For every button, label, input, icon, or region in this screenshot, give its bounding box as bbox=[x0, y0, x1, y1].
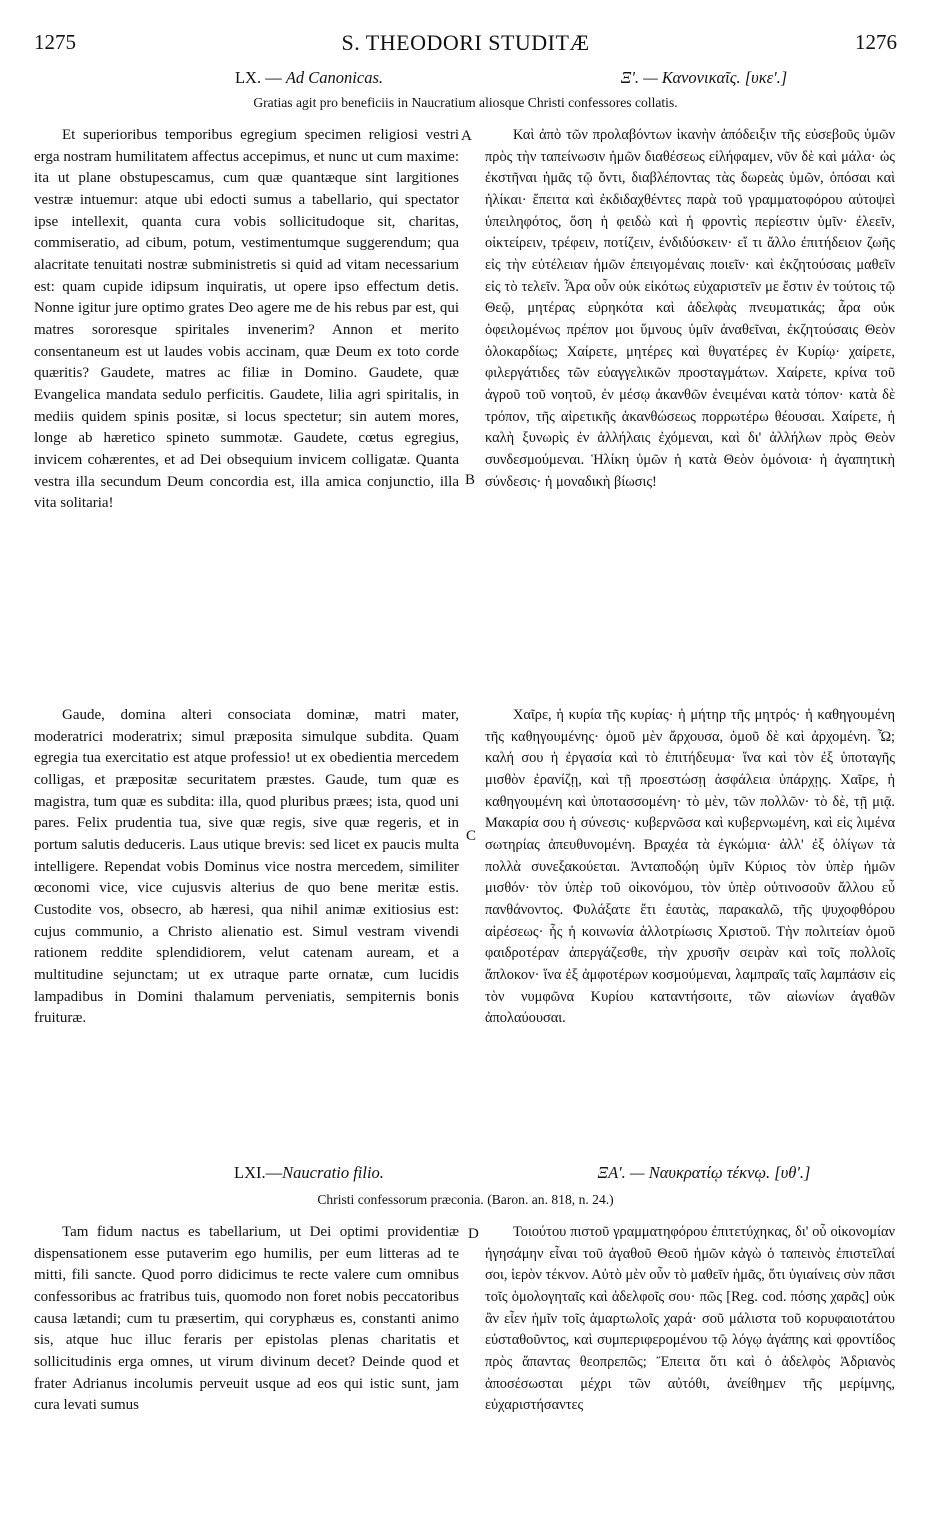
margin-letter-b: B bbox=[465, 472, 476, 488]
letter-61-latin-title: Naucratio filio. bbox=[282, 1163, 384, 1182]
letter-60-greek-paragraph-1: Καὶ ἀπὸ τῶν προλαβόντων ἱκανὴν ἀπόδειξιν τῆς εὐσεβοῦς ὑμῶν πρὸς τὴν ταπείνωσιν ἡμῶν διαθέσεως εἰλήφαμεν, νῦν δὲ καὶ μάλα· ὡς ἐκστῆναι ἡμᾶς τῷ ὄντι, διαβλέποντας τὰς δωρεὰς ὑμῶν, ὁπόσαι καὶ ἡλίκαι· ἔπειτα καὶ ἐκδιδαχθέντες παρὰ τοῦ γραμματοφόρου αὐτοψεὶ ὑπειληφότος, ὅση ἡ φειδὼ καὶ ἡ φροντὶς περίεστιν ὑμῖν· ἐλεεῖν, οἰκτείρειν, τρέφειν, ποτίζειν, ἐνδιδύσκειν· εἴ τι ἄλλο ἐπιτήδειον ζωῆς εἰς τὴν εὐτέλειαν ἡμῶν ἐπειγομέναις ποιεῖν· καὶ ἐκζητούσαις μαθεῖν εἰς τὸ τελεῖν. Ἆρα οὖν οὐκ εἰκότως εὐχαριστεῖν με ἔστιν ἐν τούτοις τῷ Θεῷ, μητέρας εὑρηκότα καὶ ἀδελφὰς πνευματικάς; ἆρα οὐκ ὀφειλομένως πρέπον μοι ὕμνους ὑμῖν ἀναθεῖναι, ἐκζητούσαις Θεὸν ὁλοκαρδίως; Χαίρετε, μητέρες καὶ θυγατέρες ἐν Κυρίῳ· χαίρετε, φιλεργάτιδες τῶν εὐαγγελικῶν προσταγμάτων. Χαίρετε, κρίνα τοῦ ἀγροῦ τοῦ νοητοῦ, ἐν μέσῳ ἀκανθῶν ἐνειμέναι κατὰ τόπον· κατὰ δὲ τρόπον, τῆς αἱρετικῆς ἀκανθώσεως πορρωτέρω θέουσαι. Χαίρετε, ἡ καλὴ ξυνωρὶς ἐν ἀλλήλαις ἐχόμεναι, καὶ δι' ἀλλήλων πρὸς Θεὸν συνδεσμούμεναι. Ἡλίκη ὑμῶν ἡ κατὰ Θεὸν ὁμόνοια· ἡ ἀγαπητικὴ σύνδεσις· ἡ μοναδικὴ βίωσις! bbox=[485, 127, 895, 490]
right-page-number: 1276 bbox=[855, 30, 897, 54]
letter-60-summary: Gratias agit pro beneficiis in Naucratium aliosque Christi confessores collatis. bbox=[253, 95, 678, 110]
letter-61-summary: Christi confessorum præconia. (Baron. an. 818, n. 24.) bbox=[317, 1192, 614, 1207]
letter-60-greek-paragraph-2: Χαῖρε, ἡ κυρία τῆς κυρίας· ἡ μήτηρ τῆς μητρός· ἡ καθηγουμένη τῆς καθηγουμένης· ὁμοῦ μὲν ἄρχουσα, ὁμοῦ δὲ καὶ ἀρχομένη. Ὦ; καλή σου ἡ ἐργασία καὶ τὸ ἐπιτήδευμα· ἵνα καὶ τὸν ἐξ ὑποταγῆς μισθὸν ἐρανίζῃ, καὶ τῇ προεστώσῃ ἀσφάλεια ὑπάρχῃς. Χαῖρε, ἡ καθηγουμένη καὶ ὑποτασσομένη· τὸ μὲν, τῶν πολλῶν· τὸ δὲ, τῇ μιᾷ. Μακαρία σου ἡ σύνεσις· κυβερνῶσα καὶ κυβερνωμένη, καὶ εἰς λιμένα σωτηρίας ἀπευθυνομένη. Βραχέα τὰ ἐγκώμια· ἀλλ' ἐξ ὀλίγων τὰ πολλὰ συνεξακούεται. Ἀνταποδῴη ὑμῖν Κύριος τὸν ὑπὲρ ἡμῶν μισθόν· τὸν ὑπὲρ τοῦ οἰκονόμου, τὸν ὑπὲρ οὑτινοσοῦν ἄλλου εὖ πανθάνοντος. Φυλάξατε ἔτι ἑαυτὰς, παρακαλῶ, τῆς ψυχοφθόρου αἱρέσεως· ἧς ἡ κοινωνία ἀλλοτρίωσις Χριστοῦ. Τὴν πολιτείαν ὁμοῦ φαιδροτέραν ἀπεργάζεσθε, τὴν χρυσῆν σειρὰν καὶ τοῖς πολλοῖς ἄπλοκον· ἵνα ἐξ ἀμφοτέρων κοσμούμεναι, λαμπραῖς ταῖς λαμπάσιν εἰς τὸν νυμφῶνα Κυρίου καταντήσοιτε, τῶν αἰωνίων ἀγαθῶν ἀπολαύουσαι. bbox=[485, 707, 895, 1027]
letter-60-greek-column-2 bbox=[485, 705, 895, 1030]
left-page-number: 1275 bbox=[34, 30, 76, 54]
letter-60-latin-number: LX. — bbox=[234, 68, 282, 87]
letter-60-greek-heading: Ξ'. — Κανονικαῖς. [υκε'.] bbox=[620, 68, 788, 87]
letter-61-latin-number: LXI.— bbox=[234, 1163, 283, 1182]
letter-61-greek-column bbox=[485, 1222, 895, 1417]
margin-letter-c: C bbox=[466, 828, 477, 844]
running-head bbox=[34, 30, 897, 60]
margin-letter-a: A bbox=[461, 128, 472, 144]
letter-61-greek-paragraph-1: Τοιούτου πιστοῦ γραμματηφόρου ἐπιτετύχηκας, δι' οὗ οἰκονομίαν ἡγησάμην εἶναι τοῦ ἀγαθοῦ Θεοῦ ἡμῶν κἀγὼ ὁ ταπεινὸς ἐπιστεῖλαί σοι, ἱερὸν τέκνον. Αὐτὸ μὲν οὖν τὸ μαθεῖν ἡμᾶς, ὅτι ὑγιαίνεις σὺν πᾶσι τοῖς ὁμολογηταῖς καὶ ἀδελφοῖς σου· πῶς [Reg. cod. πόσης χαρᾶς] οὐκ ἂν εἶεν ἡμῖν τοῖς ἁμαρτωλοῖς χαρά· σοῦ μάλιστα τοῦ κορυφαιοτάτου εὐσταθοῦντος, καὶ συμπεριφερομένου τῷ λόγῳ ἀγάπης καὶ φροντίδος πρὸς ἅπαντας θεοπρεπῶς; Ἔπειτα ὅτι καὶ ὁ ἀδελφὸς Ἀδριανὸς ἀποσέσωσται μέχρι τῶν αὐτόθι, ἀνείθημεν τῆς μερίμνης, εὐχαριστήσαντες bbox=[485, 1224, 895, 1414]
letter-60-latin-paragraph-2: Gaude, domina alteri consociata dominæ, matri mater, moderatrici moderatrix; simul præposita simulque subdita. Quam egregia tua exercitatio est atque professio! ut ex obedientia mercedem colligas, et præpositæ securitatem præstes. Gaude, tum quæ es magistra, tum quæ es subdita: illa, quod pluribus præes; ista, quod uni pares. Felix prudentia tua, sive quæ regis, sive quæ regeris, et in portum salutis deduceris. Laus utique brevis: sed licet ex paucis multa intelligere. Rependat vobis Dominus vice nostra mercedem, similiter œconomi vice, vice cujusvis alterius de quo bene meritæ estis. Custodite vos, obsecro, ab hæresi, qua nihil animæ exitiosius est: cujus communio, a Christo alienatio est. Simul vestram vivendi rationem reddite splendidiorem, velut catenam auream, et a multitudine sejunctam; ut ex utraque parte ornatæ, cum lucidis lampadibus in Domini thalamum perveniatis, sempiternis bonis fruituræ. bbox=[34, 707, 459, 1027]
letter-60-headings bbox=[34, 68, 897, 92]
letter-60-latin-title: Ad Canonicas. bbox=[285, 68, 384, 87]
letter-61-latin-paragraph-1: Tam fidum nactus es tabellarium, ut Dei optimi providentiæ dispensationem esse putaverim ego humilis, per eum litteras ad te mitti, fili sancte. Quod porro didicimus te recte valere cum omnibus confessoribus ac fratribus tuis, quomodo non foret nobis peccatoribus causa lætandi; cum tu præsertim, qui coryphæus es, constanti animo sis, atque huc illuc feraris per epistolas plenas charitatis et sollicitudinis erga omnes, ut virum divinum decet? Deinde quod et frater Adrianus incolumis perveuit usque ad eos qui istic sunt, jam cura levati sumus bbox=[34, 1224, 459, 1414]
letter-61-latin-column bbox=[34, 1222, 459, 1417]
letter-61-headings bbox=[34, 1163, 897, 1187]
letter-60-latin-column bbox=[34, 125, 459, 515]
letter-60-latin-heading bbox=[144, 68, 474, 88]
letter-61-greek-heading: ΞΑ'. — Ναυκρατίῳ τέκνῳ. [υθ'.] bbox=[597, 1163, 811, 1182]
letter-60-latin-column-2 bbox=[34, 705, 459, 1030]
letter-60-latin-paragraph-1: Et superioribus temporibus egregium specimen religiosi vestri erga nostram humilitatem affectus accepimus, et nunc ut cum maxime: ita ut plane obstupescamus, cum quæ quantæque sint largitiones vestræ intuemur: atque ubi edocti sumus a tabellario, qui spectator ipse intellexit, quanta cura vobis sollicitudoque sit, charitas, commiseratio, ad cibum, potum, vestimentumque suggerendum; qua alacritate tenuitati nostræ subministretis si quid ad vitam necessarium est: quam cupide idipsum inquiratis, ut opere ipso effectum detis. Nonne igitur jure optimo grates Deo agere me de his rebus par est, qui matres sororesque spiritales invenerim? Annon et merito consentaneum est ut laudes vobis accinam, quæ Deum ex toto corde quæritis? Gaudete, matres ac filiæ in Domino. Gaudete, quæ Evangelica mandata sedulo perficitis. Gaudete, lilia agri spiritalis, in mediis quidem spinis positæ, si locus spectetur; sin autem mores, longe ab hæretico spineto summotæ. Gaudete, cœtus egregius, invicem cohærentes, et ad Dei obsequium invicem colligatæ. Quanta vestra illa secundum Deum concordia est, illa amica conjunctio, illa vita solitaria! bbox=[34, 127, 459, 512]
running-title: S. THEODORI STUDITÆ bbox=[341, 30, 590, 55]
letter-61-latin-heading bbox=[144, 1163, 474, 1183]
margin-letter-d: D bbox=[468, 1226, 479, 1242]
letter-60-greek-column bbox=[485, 125, 895, 493]
